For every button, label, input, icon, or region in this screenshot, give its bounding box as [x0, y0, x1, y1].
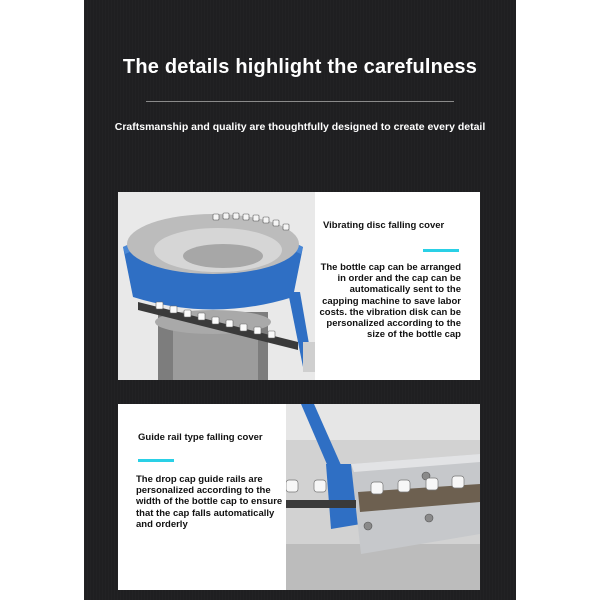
accent-bar	[138, 459, 174, 462]
guide-rail-photo	[286, 404, 480, 590]
vibrating-disc-photo	[118, 192, 315, 380]
section-heading: Vibrating disc falling cover	[323, 220, 445, 231]
page-title: The details highlight the carefulness	[122, 56, 478, 78]
title-divider	[146, 101, 454, 102]
page-subtitle: Craftsmanship and quality are thoughtfully designed to create every detail	[114, 121, 486, 133]
accent-bar	[423, 249, 459, 252]
feature-card-guide-rail	[118, 404, 480, 590]
section-body: The drop cap guide rails are personalized according to the width of the bottle cap to ensure that the cap falls automatically and orderly	[136, 474, 283, 530]
feature-card-vibrating-disc	[118, 192, 480, 380]
section-heading: Guide rail type falling cover	[138, 432, 263, 443]
section-body: The bottle cap can be arranged in order and the cap can be automatically sent to the capping machine to save labor costs. the vibration disk can be personalized according to the size of the bottle cap	[319, 262, 461, 341]
